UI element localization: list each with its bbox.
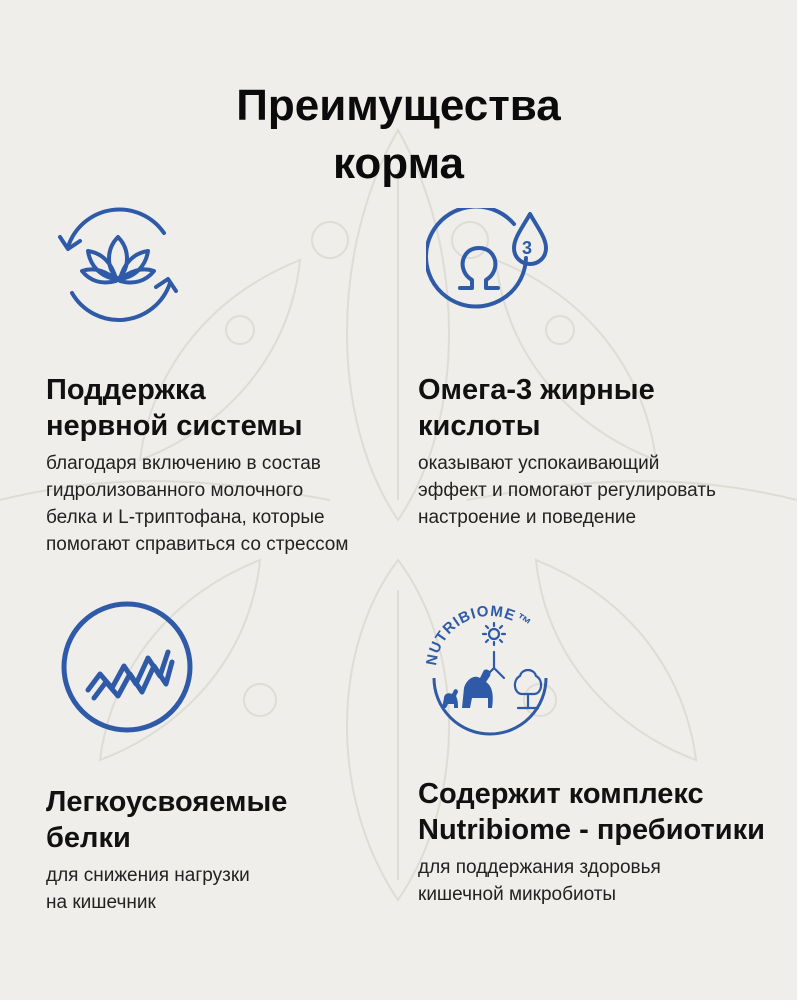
feature-description-line: кишечной микробиоты — [418, 884, 617, 905]
feature-description — [46, 450, 348, 558]
feature-heading-line: Поддержка — [46, 374, 206, 406]
feature-proteins — [46, 784, 287, 916]
feature-description-line: для снижения нагрузки — [46, 865, 250, 886]
nutribiome-label: NUTRIBIOME™ — [423, 602, 535, 667]
feature-heading — [46, 372, 348, 444]
feature-description — [418, 854, 765, 908]
feature-omega-3 — [418, 372, 716, 531]
page-title-line-1: Преимущества — [236, 81, 561, 131]
feature-description-line: на кишечник — [46, 892, 156, 913]
feature-description-line: эффект и помогают регулировать — [418, 480, 716, 501]
feature-description — [46, 862, 287, 916]
feature-heading — [46, 784, 287, 856]
page-title — [0, 77, 797, 193]
feature-heading-line: Содержит комплекс — [418, 778, 704, 810]
feature-description-line: белка и L-триптофана, которые — [46, 507, 325, 528]
feature-heading-line: Nutribiome - пребиотики — [418, 814, 765, 846]
protein-helix-icon — [60, 600, 194, 734]
feature-description-line: оказывают успокаивающий — [418, 453, 660, 474]
page-title-line-2: корма — [332, 139, 465, 189]
omega-3-icon — [426, 208, 556, 322]
feature-description — [418, 450, 716, 531]
feature-description-line: гидролизованного молочного — [46, 480, 304, 501]
feature-heading — [418, 372, 716, 444]
feature-description-line: для поддержания здоровья — [418, 857, 661, 878]
feature-heading-line: нервной системы — [46, 410, 303, 442]
feature-description-line: помогают справиться со стрессом — [46, 534, 349, 555]
feature-nervous-system — [46, 372, 348, 558]
feature-heading-line: Легкоусвояемые — [46, 786, 288, 818]
feature-heading — [418, 776, 765, 848]
feature-description-line: благодаря включению в состав — [46, 453, 321, 474]
feature-heading-line: белки — [46, 822, 131, 854]
feature-nutribiome — [418, 776, 765, 908]
feature-heading-line: кислоты — [418, 410, 541, 442]
feature-heading-line: Омега-3 жирные — [418, 374, 655, 406]
omega-3-icon-label: 3 — [522, 238, 533, 258]
svg-text:NUTRIBIOME™ — [423, 603, 534, 667]
feature-description-line: настроение и поведение — [418, 507, 637, 528]
lotus-cycle-icon — [52, 203, 184, 323]
nutribiome-icon — [410, 590, 570, 750]
